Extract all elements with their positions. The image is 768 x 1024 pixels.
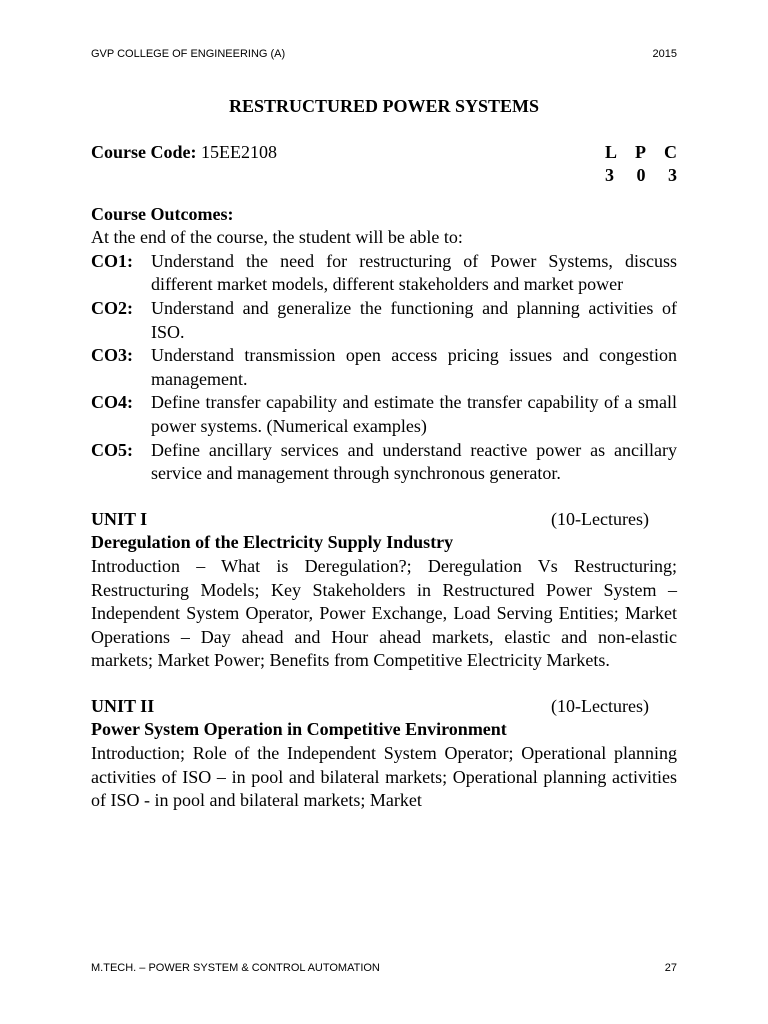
lpc-header-row: [605, 141, 677, 165]
lpc-value-l: 3: [605, 165, 614, 186]
outcome-code: CO2:: [91, 297, 133, 318]
course-code-label: Course Code:: [91, 141, 197, 162]
unit-title: Deregulation of the Electricity Supply Industry: [91, 532, 454, 553]
unit-name: UNIT I: [91, 508, 148, 529]
outcome-text: Understand the need for restructuring of Power Systems, discuss different market models, different stakeholders and market power: [151, 250, 677, 295]
lpc-value-c: 3: [668, 165, 677, 186]
outcome-item: [91, 297, 677, 344]
footer-program: M.TECH. – POWER SYSTEM & CONTROL AUTOMATION: [91, 962, 380, 974]
outcome-item: [91, 391, 677, 438]
unit-title: Power System Operation in Competitive Environment: [91, 719, 507, 740]
lpc-table: [605, 141, 677, 188]
lpc-header-p: P: [635, 141, 646, 162]
outcome-text: Understand transmission open access pricing issues and congestion management.: [151, 345, 677, 389]
unit-body: Introduction – What is Deregulation?; Deregulation Vs Restructuring; Restructuring Models; Key Stakeholders in Restructured Power System – Independent System Operator, Power Exchange, Load Serving Entities; Market Operations – Day ahead and Hour ahead markets, elastic and non-elastic markets; Market Power; Benefits from Competitive Electricity Markets.: [91, 555, 677, 671]
lpc-header-l: L: [605, 141, 618, 162]
outcome-code: CO3:: [91, 345, 133, 366]
outcome-code: CO1:: [91, 250, 133, 271]
outcome-item: [91, 439, 677, 486]
outcome-text: Define transfer capability and estimate the transfer capability of a small power systems. (Numerical examples): [151, 392, 677, 436]
page-header: [91, 48, 677, 60]
page-content: [91, 95, 677, 813]
unit-lectures: (10-Lectures): [551, 695, 649, 716]
lpc-value-p: 0: [636, 165, 646, 186]
outcome-text: Define ancillary services and understand reactive power as ancillary service and management through synchronous generator.: [151, 439, 677, 484]
course-code-value: 15EE2108: [201, 141, 277, 162]
page-number: 27: [664, 962, 677, 974]
course-code-row: [91, 141, 677, 188]
unit-heading-row: [91, 508, 677, 532]
outcome-text: Understand and generalize the functioning and planning activities of ISO.: [151, 297, 677, 342]
outcome-code: CO5:: [91, 439, 133, 460]
outcome-code: CO4:: [91, 392, 133, 413]
header-year: 2015: [652, 48, 677, 60]
unit-lectures: (10-Lectures): [551, 508, 649, 529]
page-footer: [91, 962, 677, 974]
outcome-item: [91, 250, 677, 297]
header-college: GVP COLLEGE OF ENGINEERING (A): [91, 48, 286, 60]
outcomes-title: Course Outcomes:: [91, 203, 234, 224]
unit-heading-row: [91, 695, 677, 719]
unit-body: Introduction; Role of the Independent System Operator; Operational planning activities of ISO – in pool and bilateral markets; Operational planning activities of ISO - in pool and bilateral markets; Market: [91, 743, 677, 811]
lpc-value-row: [605, 164, 677, 188]
unit-name: UNIT II: [91, 695, 155, 716]
lpc-header-c: C: [663, 141, 677, 162]
outcomes-intro: At the end of the course, the student will be able to:: [91, 227, 463, 248]
page-title: RESTRUCTURED POWER SYSTEMS: [228, 96, 540, 116]
outcome-item: [91, 344, 677, 391]
